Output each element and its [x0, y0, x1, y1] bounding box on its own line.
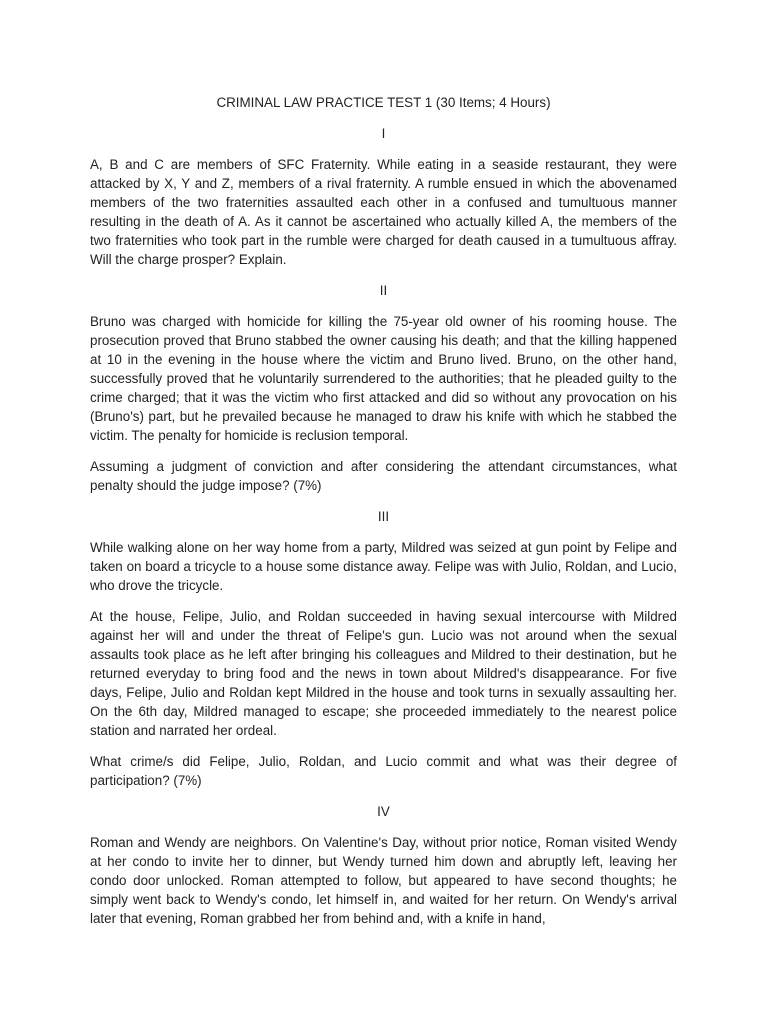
section-numeral-iii: III: [377, 509, 390, 524]
section-iii-paragraph-3: What crime/s did Felipe, Julio, Roldan, and Lucio commit and what was their degree of participation? (7%): [90, 754, 677, 788]
section-ii-paragraph-2: Assuming a judgment of conviction and after considering the attendant circumstances, what penalty should the judge impose? (7%): [90, 459, 677, 493]
section-i-paragraph-1: A, B and C are members of SFC Fraternity. While eating in a seaside restaurant, they were attacked by X, Y and Z, members of a rival fraternity. A rumble ensued in which the abovenamed members of the two fraternities assaulted each other in a confused and tumultuous manner resulting in the death of A. As it cannot be ascertained who actually killed A, the members of the two fraternities who took part in the rumble were charged for death caused in a tumultuous affray. Will the charge prosper? Explain.: [90, 157, 677, 267]
document-title: CRIMINAL LAW PRACTICE TEST 1 (30 Items; 4 Hours): [216, 95, 551, 110]
section-numeral-i: I: [381, 126, 386, 141]
section-iii-paragraph-1: While walking alone on her way home from a party, Mildred was seized at gun point by Felipe and taken on board a tricycle to a house some distance away. Felipe was with Julio, Roldan, and Lucio, who drove the tricycle.: [90, 540, 677, 593]
document-body: [90, 93, 677, 940]
section-numeral-iv: IV: [377, 804, 390, 819]
section-ii-paragraph-1: Bruno was charged with homicide for killing the 75-year old owner of his rooming house. The prosecution proved that Bruno stabbed the owner causing his death; and that the killing happened at 10 in the evening in the house where the victim and Bruno lived. Bruno, on the other hand, successfully proved that he voluntarily surrendered to the authorities; that he pleaded guilty to the crime charged; that it was the victim who first attacked and did so without any provocation on his (Bruno's) part, but he prevailed because he managed to draw his knife with which he stabbed the victim. The penalty for homicide is reclusion temporal.: [90, 314, 677, 443]
section-iv-paragraph-1: Roman and Wendy are neighbors. On Valentine's Day, without prior notice, Roman visited Wendy at her condo to invite her to dinner, but Wendy turned him down and abruptly left, leaving her condo door unlocked. Roman attempted to follow, but appeared to have second thoughts; he simply went back to Wendy's condo, let himself in, and waited for her return. On Wendy's arrival later that evening, Roman grabbed her from behind and, with a knife in hand,: [90, 835, 677, 926]
section-numeral-ii: II: [379, 283, 388, 298]
section-iii-paragraph-2: At the house, Felipe, Julio, and Roldan succeeded in having sexual intercourse with Mildred against her will and under the threat of Felipe's gun. Lucio was not around when the sexual assaults took place as he left after bringing his colleagues and Mildred to their destination, but he returned everyday to bring food and the news in town about Mildred's disappearance. For five days, Felipe, Julio and Roldan kept Mildred in the house and took turns in sexually assaulting her. On the 6th day, Mildred managed to escape; she proceeded immediately to the nearest police station and narrated her ordeal.: [90, 609, 677, 738]
